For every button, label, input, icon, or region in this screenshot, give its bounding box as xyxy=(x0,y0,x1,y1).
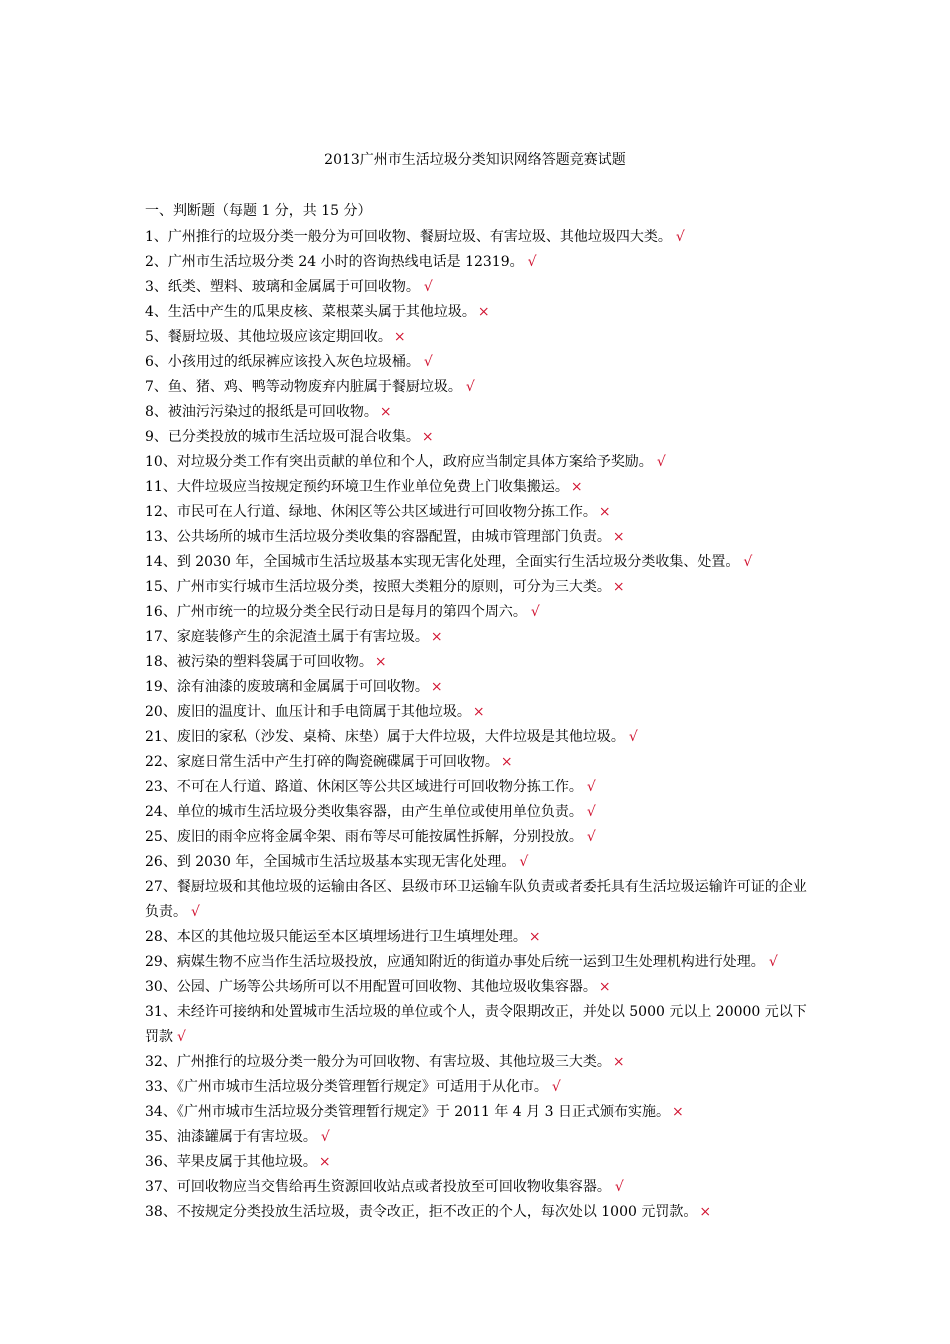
cross-mark-icon: × xyxy=(430,679,443,695)
question-item xyxy=(145,225,810,250)
check-mark-icon: √ xyxy=(768,954,778,970)
page-title: 2013广州市生活垃圾分类知识网络答题竞赛试题 xyxy=(324,152,626,168)
cross-mark-icon: × xyxy=(421,429,434,445)
question-text: 18、被污染的塑料袋属于可回收物。 xyxy=(145,654,373,670)
question-item xyxy=(145,1100,810,1125)
question-text: 11、大件垃圾应当按规定预约环境卫生作业单位免费上门收集搬运。 xyxy=(145,479,569,495)
question-item xyxy=(145,450,810,475)
question-text: 26、到 2030 年，全国城市生活垃圾基本实现无害化处理。 xyxy=(145,854,516,870)
check-mark-icon: √ xyxy=(586,804,596,820)
check-mark-icon: √ xyxy=(530,604,540,620)
question-text: 25、废旧的雨伞应将金属伞架、雨布等尽可能按属性拆解，分别投放。 xyxy=(145,829,583,845)
question-item xyxy=(145,1075,810,1100)
question-item xyxy=(145,600,810,625)
question-item xyxy=(145,1125,810,1150)
question-text: 14、到 2030 年，全国城市生活垃圾基本实现无害化处理，全面实行生活垃圾分类收集、处置。 xyxy=(145,554,740,570)
question-text: 10、对垃圾分类工作有突出贡献的单位和个人，政府应当制定具体方案给予奖励。 xyxy=(145,454,653,470)
check-mark-icon: √ xyxy=(519,854,529,870)
check-mark-icon: √ xyxy=(320,1129,330,1145)
question-item xyxy=(145,575,810,600)
question-item xyxy=(145,1050,810,1075)
question-list xyxy=(145,225,810,1225)
question-item xyxy=(145,475,810,500)
question-item xyxy=(145,1150,810,1175)
question-text: 36、苹果皮属于其他垃圾。 xyxy=(145,1154,317,1170)
check-mark-icon: √ xyxy=(586,829,596,845)
question-item xyxy=(145,425,810,450)
question-item xyxy=(145,650,810,675)
question-item xyxy=(145,700,810,725)
check-mark-icon: √ xyxy=(628,729,638,745)
question-item xyxy=(145,1000,810,1050)
cross-mark-icon: × xyxy=(472,704,485,720)
check-mark-icon: √ xyxy=(191,904,200,920)
question-text: 37、可回收物应当交售给再生资源回收站点或者投放至可回收物收集容器。 xyxy=(145,1179,611,1195)
question-text: 8、被油污污染过的报纸是可回收物。 xyxy=(145,404,378,420)
question-item xyxy=(145,925,810,950)
question-item xyxy=(145,350,810,375)
question-text: 3、纸类、塑料、玻璃和金属属于可回收物。 xyxy=(145,279,420,295)
question-item xyxy=(145,675,810,700)
question-item xyxy=(145,950,810,975)
question-text: 31、未经许可接纳和处置城市生活垃圾的单位或个人，责令限期改正，并处以 5000 元以上 20000 元以下罚款 xyxy=(145,1004,807,1045)
question-item xyxy=(145,800,810,825)
question-item xyxy=(145,500,810,525)
check-mark-icon: √ xyxy=(465,379,475,395)
question-text: 4、生活中产生的瓜果皮核、菜根菜头属于其他垃圾。 xyxy=(145,304,476,320)
question-text: 2、广州市生活垃圾分类 24 小时的咨询热线电话是 12319。 xyxy=(145,254,524,270)
question-text: 21、废旧的家私（沙发、桌椅、床垫）属于大件垃圾，大件垃圾是其他垃圾。 xyxy=(145,729,625,745)
question-text: 19、涂有油漆的废玻璃和金属属于可回收物。 xyxy=(145,679,429,695)
question-text: 12、市民可在人行道、绿地、休闲区等公共区域进行可回收物分拣工作。 xyxy=(145,504,597,520)
question-item xyxy=(145,1175,810,1200)
cross-mark-icon: × xyxy=(379,404,392,420)
question-item xyxy=(145,975,810,1000)
question-item xyxy=(145,550,810,575)
cross-mark-icon: × xyxy=(598,979,611,995)
question-item xyxy=(145,625,810,650)
question-item xyxy=(145,300,810,325)
question-item xyxy=(145,825,810,850)
question-item xyxy=(145,525,810,550)
cross-mark-icon: × xyxy=(528,929,541,945)
check-mark-icon: √ xyxy=(551,1079,561,1095)
question-text: 15、广州市实行城市生活垃圾分类，按照大类粗分的原则，可分为三大类。 xyxy=(145,579,611,595)
check-mark-icon: √ xyxy=(743,554,753,570)
cross-mark-icon: × xyxy=(699,1204,712,1220)
check-mark-icon: √ xyxy=(423,354,433,370)
question-item xyxy=(145,875,810,925)
check-mark-icon: √ xyxy=(675,229,685,245)
question-text: 9、已分类投放的城市生活垃圾可混合收集。 xyxy=(145,429,420,445)
check-mark-icon: √ xyxy=(656,454,666,470)
question-item xyxy=(145,325,810,350)
question-text: 13、公共场所的城市生活垃圾分类收集的容器配置，由城市管理部门负责。 xyxy=(145,529,611,545)
question-text: 38、不按规定分类投放生活垃圾，责令改正，拒不改正的个人，每次处以 1000 元罚款。 xyxy=(145,1204,698,1220)
question-text: 32、广州推行的垃圾分类一般分为可回收物、有害垃圾、其他垃圾三大类。 xyxy=(145,1054,611,1070)
question-text: 23、不可在人行道、路道、休闲区等公共区域进行可回收物分拣工作。 xyxy=(145,779,583,795)
cross-mark-icon: × xyxy=(570,479,583,495)
check-mark-icon: √ xyxy=(614,1179,624,1195)
cross-mark-icon: × xyxy=(612,1054,625,1070)
cross-mark-icon: × xyxy=(500,754,513,770)
question-text: 34、《广州市城市生活垃圾分类管理暂行规定》于 2011 年 4 月 3 日正式颁布实施。 xyxy=(145,1104,670,1120)
cross-mark-icon: × xyxy=(671,1104,684,1120)
question-text: 24、单位的城市生活垃圾分类收集容器，由产生单位或使用单位负责。 xyxy=(145,804,583,820)
cross-mark-icon: × xyxy=(477,304,490,320)
cross-mark-icon: × xyxy=(598,504,611,520)
question-item xyxy=(145,775,810,800)
cross-mark-icon: × xyxy=(612,579,625,595)
question-text: 7、鱼、猪、鸡、鸭等动物废弃内脏属于餐厨垃圾。 xyxy=(145,379,462,395)
question-item xyxy=(145,250,810,275)
check-mark-icon: √ xyxy=(527,254,537,270)
section-heading: 一、判断题（每题 1 分，共 15 分） xyxy=(145,203,372,219)
question-text: 35、油漆罐属于有害垃圾。 xyxy=(145,1129,317,1145)
question-item xyxy=(145,850,810,875)
cross-mark-icon: × xyxy=(374,654,387,670)
cross-mark-icon: × xyxy=(612,529,625,545)
check-mark-icon: √ xyxy=(586,779,596,795)
question-text: 33、《广州市城市生活垃圾分类管理暂行规定》可适用于从化市。 xyxy=(145,1079,548,1095)
check-mark-icon: √ xyxy=(423,279,433,295)
check-mark-icon: √ xyxy=(177,1029,186,1045)
question-text: 1、广州推行的垃圾分类一般分为可回收物、餐厨垃圾、有害垃圾、其他垃圾四大类。 xyxy=(145,229,672,245)
question-text: 27、餐厨垃圾和其他垃圾的运输由各区、县级市环卫运输车队负责或者委托具有生活垃圾运输许可证的企业负责。 xyxy=(145,879,807,920)
cross-mark-icon: × xyxy=(393,329,406,345)
question-text: 20、废旧的温度计、血压计和手电筒属于其他垃圾。 xyxy=(145,704,471,720)
cross-mark-icon: × xyxy=(318,1154,331,1170)
question-text: 6、小孩用过的纸尿裤应该投入灰色垃圾桶。 xyxy=(145,354,420,370)
question-item xyxy=(145,1200,810,1225)
question-item xyxy=(145,750,810,775)
question-item xyxy=(145,375,810,400)
question-text: 17、家庭装修产生的余泥渣土属于有害垃圾。 xyxy=(145,629,429,645)
cross-mark-icon: × xyxy=(430,629,443,645)
question-item xyxy=(145,275,810,300)
question-text: 28、本区的其他垃圾只能运至本区填埋场进行卫生填埋处理。 xyxy=(145,929,527,945)
question-item xyxy=(145,725,810,750)
question-text: 16、广州市统一的垃圾分类全民行动日是每月的第四个周六。 xyxy=(145,604,527,620)
question-text: 22、家庭日常生活中产生打碎的陶瓷碗碟属于可回收物。 xyxy=(145,754,499,770)
question-item xyxy=(145,400,810,425)
question-text: 5、餐厨垃圾、其他垃圾应该定期回收。 xyxy=(145,329,392,345)
question-text: 30、公园、广场等公共场所可以不用配置可回收物、其他垃圾收集容器。 xyxy=(145,979,597,995)
question-text: 29、病媒生物不应当作生活垃圾投放，应通知附近的街道办事处后统一运到卫生处理机构进行处理。 xyxy=(145,954,765,970)
